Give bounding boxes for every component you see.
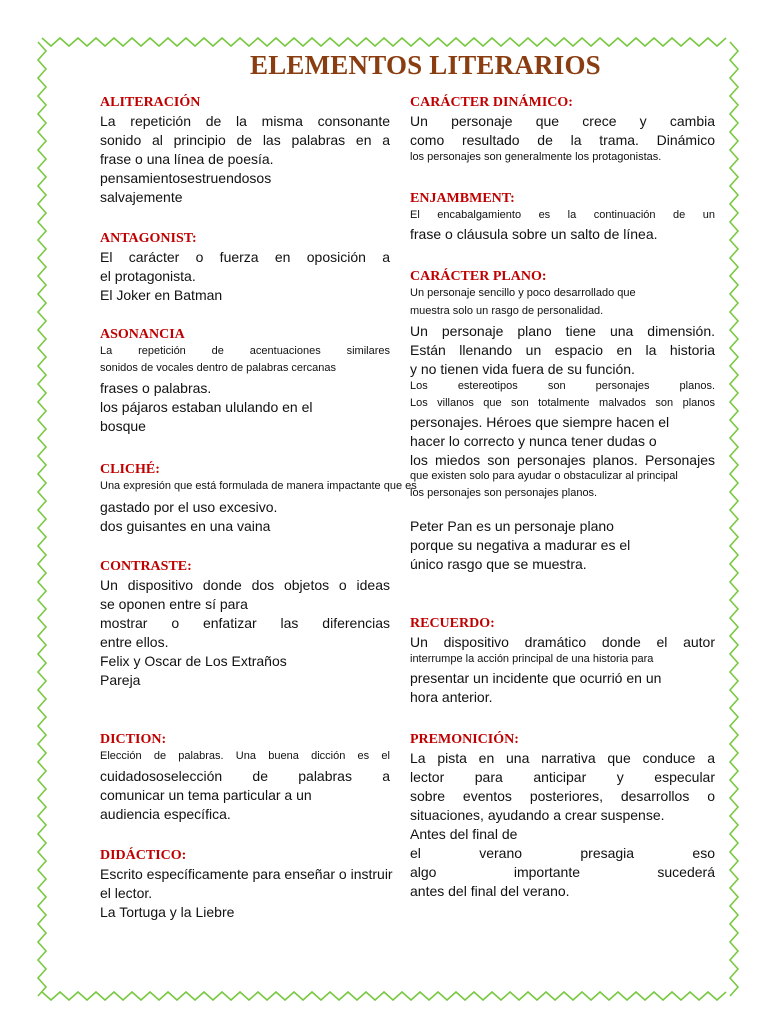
entry xyxy=(410,94,715,163)
definition-line: los pájaros estaban ululando en el xyxy=(100,399,313,415)
term-heading: DIDÁCTICO: xyxy=(100,848,187,863)
entry xyxy=(100,558,390,688)
term-heading: CARÁCTER PLANO: xyxy=(410,269,547,284)
definition-line: Un dispositivo dramático donde el autor xyxy=(410,634,715,650)
definition-line: Felix y Oscar de Los Extraños xyxy=(100,653,287,669)
definition-line: bosque xyxy=(100,418,146,434)
entry xyxy=(100,94,390,205)
definition-line: Una expresión que está formulada de manera impactante que es xyxy=(100,480,417,492)
border-zigzag xyxy=(38,42,46,996)
definition-line: Los villanos que son totalmente malvados son planos xyxy=(410,397,715,409)
term-heading: PREMONICIÓN: xyxy=(410,732,519,747)
definition-line: y no tienen vida fuera de su función. xyxy=(410,361,635,377)
definition-line: La Tortuga y la Liebre xyxy=(100,904,235,920)
definition-line: La repetición de la misma consonante xyxy=(100,113,390,129)
definition-line: La repetición de acentuaciones similares xyxy=(100,345,390,357)
definition-line: personajes. Héroes que siempre hacen el xyxy=(410,414,670,430)
definition-line: situaciones, ayudando a crear suspense. xyxy=(410,807,665,823)
border-zigzag xyxy=(730,42,738,996)
definition-line: Antes del final de xyxy=(410,826,518,842)
definition-line: Están llenando un espacio en la historia xyxy=(410,342,715,358)
definition-line: el protagonista. xyxy=(100,268,196,284)
term-heading: DICTION: xyxy=(100,732,167,747)
definition-line: muestra solo un rasgo de personalidad. xyxy=(410,305,604,317)
definition-line: frase o una línea de poesía. xyxy=(100,151,274,167)
entry xyxy=(410,190,715,242)
definition-line: Un dispositivo donde dos objetos o ideas xyxy=(100,577,390,593)
definition-line: El Joker en Batman xyxy=(100,287,223,303)
definition-line: dos guisantes en una vaina xyxy=(100,518,271,534)
entry xyxy=(100,847,393,920)
definition-line: Pareja xyxy=(100,672,141,688)
definition-line: mostrar o enfatizar las diferencias xyxy=(100,615,390,631)
definition-line: frases o palabras. xyxy=(100,380,212,396)
definition-line: Un personaje plano tiene una dimensión. xyxy=(410,323,715,339)
definition-line: Peter Pan es un personaje plano xyxy=(410,518,614,534)
entry xyxy=(410,268,715,572)
definition-line: que existen solo para ayudar o obstaculizar al principal xyxy=(410,470,678,482)
definition-line: sonido al principio de las palabras en a xyxy=(100,132,390,148)
definition-line: entre ellos. xyxy=(100,634,169,650)
entry xyxy=(410,615,715,705)
definition-line: salvajemente xyxy=(100,189,183,205)
definition-line: sobre eventos posteriores, desarrollos o xyxy=(410,788,715,804)
document-title: ELEMENTOS LITERARIOS xyxy=(250,50,601,80)
term-heading: CLICHÉ: xyxy=(100,462,160,477)
definition-line: El carácter o fuerza en oposición a xyxy=(100,249,390,265)
definition-line: Un personaje que crece y cambia xyxy=(410,113,715,129)
definition-line: La pista en una narrativa que conduce a xyxy=(410,750,715,766)
definition-line: Un personaje sencillo y poco desarrollado que xyxy=(410,287,636,299)
entry xyxy=(100,731,390,822)
term-heading: CARÁCTER DINÁMICO: xyxy=(410,95,573,110)
term-heading: ALITERACIÓN xyxy=(100,95,201,110)
definition-line: los personajes son personajes planos. xyxy=(410,487,598,499)
definition-line: El encabalgamiento es la continuación de un xyxy=(410,209,715,221)
definition-line: el verano presagia eso xyxy=(410,845,715,861)
entry xyxy=(100,461,417,534)
definition-line: antes del final del verano. xyxy=(410,883,570,899)
definition-line: comunicar un tema particular a un xyxy=(100,787,312,803)
term-heading: ANTAGONIST: xyxy=(100,231,197,246)
entry xyxy=(410,731,715,899)
term-heading: ENJAMBMENT: xyxy=(410,191,515,206)
definition-line: como resultado de la trama. Dinámico xyxy=(410,132,715,148)
definition-line: hora anterior. xyxy=(410,689,493,705)
term-heading: ASONANCIA xyxy=(100,327,185,342)
definition-line: el lector. xyxy=(100,885,153,901)
definition-line: hacer lo correcto y nunca tener dudas o xyxy=(410,433,657,449)
definition-line: presentar un incidente que ocurrió en un xyxy=(410,670,662,686)
definition-line: los miedos son personajes planos. Personajes xyxy=(410,452,715,468)
definition-line: interrumpe la acción principal de una historia para xyxy=(410,653,654,665)
definition-line: lector para anticipar y especular xyxy=(410,769,715,785)
entry xyxy=(100,326,390,434)
definition-line: audiencia específica. xyxy=(100,806,231,822)
border-zigzag xyxy=(42,38,726,46)
definition-line: Elección de palabras. Una buena dicción es el xyxy=(100,750,390,762)
definition-line: se oponen entre sí para xyxy=(100,596,248,612)
definition-line: sonidos de vocales dentro de palabras cercanas xyxy=(100,362,337,374)
definition-line: Los estereotipos son personajes planos. xyxy=(410,380,715,392)
term-heading: RECUERDO: xyxy=(410,616,495,631)
definition-line: frase o cláusula sobre un salto de línea. xyxy=(410,226,658,242)
definition-line: Escrito específicamente para enseñar o instruir xyxy=(100,866,393,882)
definition-line: algo importante sucederá xyxy=(410,864,715,880)
definition-line: gastado por el uso excesivo. xyxy=(100,499,278,515)
term-heading: CONTRASTE: xyxy=(100,559,192,574)
definition-line: los personajes son generalmente los protagonistas. xyxy=(410,151,662,163)
definition-line: cuidadososelección de palabras a xyxy=(100,768,390,784)
definition-line: porque su negativa a madurar es el xyxy=(410,537,631,553)
definition-line: único rasgo que se muestra. xyxy=(410,556,587,572)
border-zigzag xyxy=(42,992,726,1000)
entry xyxy=(100,230,390,303)
definition-line: pensamientosestruendosos xyxy=(100,170,272,186)
